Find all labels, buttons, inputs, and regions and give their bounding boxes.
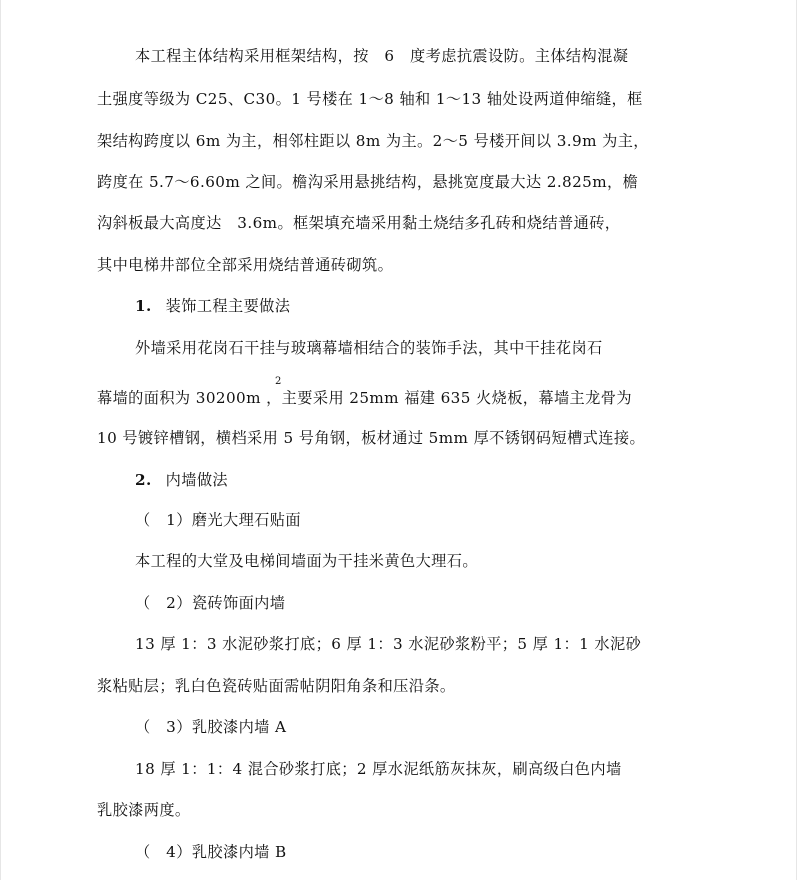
subheading-line: （ 3）乳胶漆内墙 A	[135, 718, 287, 736]
paragraph-line: 浆粘贴层；乳白色瓷砖贴面需帖阴阳角条和压沿条。	[97, 677, 456, 695]
paragraph-line: 沟斜板最大高度达 3.6m。框架填充墙采用黏土烧结多孔砖和烧结普通砖，	[97, 214, 621, 232]
paragraph-line: 18 厚 1：1：4 混合砂浆打底；2 厚水泥纸筋灰抹灰，刷高级白色内墙	[135, 760, 622, 778]
superscript-mark: 2	[275, 376, 282, 387]
paragraph-line: 本工程的大堂及电梯间墙面为干挂米黄色大理石。	[135, 552, 478, 570]
paragraph-line: 本工程主体结构采用框架结构，按 6 度考虑抗震设防。主体结构混凝	[135, 47, 629, 65]
subheading-line: （ 1）磨光大理石贴面	[135, 511, 301, 529]
section-heading-1	[135, 296, 290, 316]
heading-number: 2.	[135, 471, 152, 489]
paragraph-line: 其中电梯井部位全部采用烧结普通砖砌筑。	[97, 256, 394, 274]
paragraph-line: 10 号镀锌槽钢，横档采用 5 号角钢，板材通过 5mm 厚不锈钢码短槽式连接。	[97, 429, 646, 447]
heading-number: 1.	[135, 297, 152, 315]
paragraph-line: 13 厚 1：3 水泥砂浆打底；6 厚 1：3 水泥砂浆粉平；5 厚 1：1 水泥砂	[135, 635, 642, 653]
paragraph-line: 架结构跨度以 6m 为主，相邻柱距以 8m 为主。2～5 号楼开间以 3.9m 为主，	[97, 132, 649, 150]
paragraph-line: 跨度在 5.7～6.60m 之间。檐沟采用悬挑结构，悬挑宽度最大达 2.825m，檐	[97, 173, 639, 191]
heading-text: 内墙做法	[165, 471, 229, 489]
paragraph-line: 外墙采用花岗石干挂与玻璃幕墙相结合的装饰手法，其中干挂花岗石	[135, 339, 603, 357]
subheading-line: （ 2）瓷砖饰面内墙	[135, 594, 286, 612]
paragraph-line: 土强度等级为 C25、C30。1 号楼在 1～8 轴和 1～13 轴处设两道伸缩缝，框	[97, 90, 643, 108]
subheading-line: （ 4）乳胶漆内墙 B	[135, 843, 287, 861]
paragraph-line: 幕墙的面积为 30200m ，主要采用 25mm 福建 635 火烧板，幕墙主龙骨为	[97, 389, 632, 407]
section-heading-2	[135, 470, 228, 490]
heading-text: 装饰工程主要做法	[165, 297, 291, 315]
paragraph-line: 乳胶漆两度。	[97, 801, 191, 819]
